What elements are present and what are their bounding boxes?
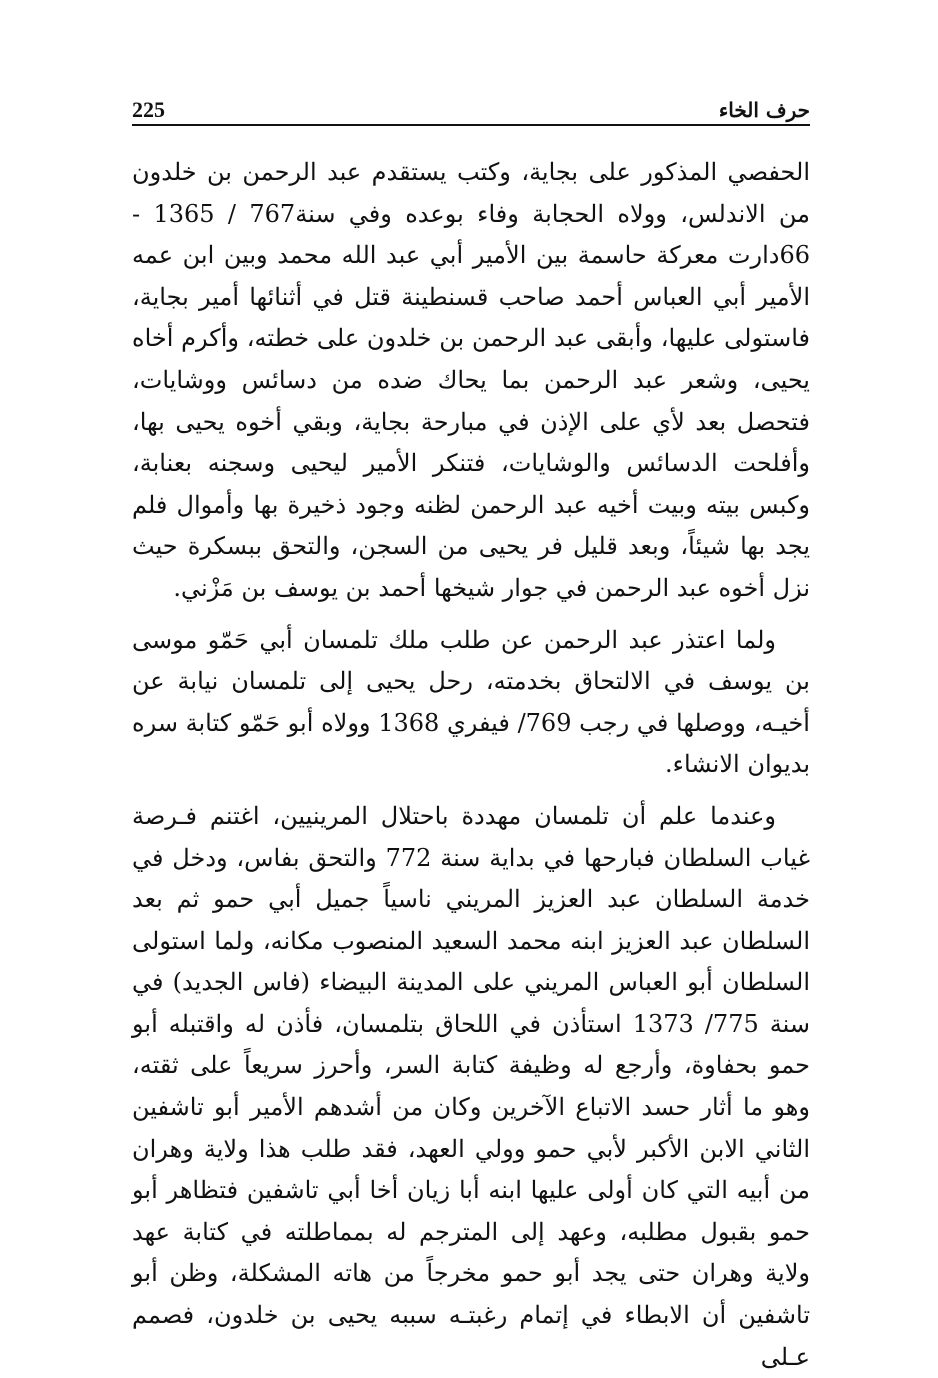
paragraph-3: وعندما علم أن تلمسان مهددة باحتلال المرينيين، اغتنم فـرصة غياب السلطان فبارحها في بداية سنة 772 والتحق بفاس، ودخل في خدمة السلطان عبد العزيز المريني ناسياً جميل أبي حمو ثم بعد السلطان عبد العزيز ابنه محمد السعيد المنصوب مكانه، ولما استولى السلطان أبو العباس المريني على المدينة البيضاء (فاس الجديد) في سنة 775/ 1373 استأذن في اللحاق بتلمسان، فأذن له واقتبله أبو حمو بحفاوة، وأرجع له وظيفة كتابة السر، وأحرز سريعاً على ثقته، وهو ما أثار حسد الاتباع الآخرين وكان من أشدهم الأمير أبو تاشفين الثاني الابن الأكبر لأبي حمو وولي العهد، فقد طلب هذا ولاية وهران من أبيه التي كان أولى عليها ابنه أبا زيان أخا أبي تاشفين فتظاهر أبو حمو بقبول مطلبه، وعهد إلى المترجم له بمماطلته في كتابة عهد ولاية وهران حتى يجد أبو حمو مخرجاً من هاته المشكلة، وظن أبو تاشفين أن الابطاء في إتمام رغبتـه سببه يحيى بن خلدون، فصمم عـلى [132, 801, 810, 1371]
section-title: حرف الخاء [718, 98, 810, 122]
paragraph-1: الحفصي المذكور على بجاية، وكتب يستقدم عبد الرحمن بن خلدون من الاندلس، وولاه الحجابة وفاء بوعده وفي سنة767 / 1365 - 66دارت معركة حاسمة بين الأمير أبي عبد الله محمد وبين ابن عمه الأمير أبي العباس أحمد صاحب قسنطينة قتل في أثنائها أمير بجاية، فاستولى عليها، وأبقى عبد الرحمن بن خلدون على خطته، وأكرم أخاه يحيى، وشعر عبد الرحمن بما يحاك ضده من دسائس ووشايات، فتحصل بعد لأي على الإذن في مبارحة بجاية، وبقي أخوه يحيى بها، وأفلحت الدسائس والوشايات، فتنكر الأمير ليحيى وسجنه بعنابة، وكبس بيته وبيت أخيه عبد الرحمن لظنه وجود ذخيرة بها وأموال فلم يجد بها شيئاً، وبعد قليل فر يحيى من السجن، والتحق ببسكرة حيث نزل أخوه عبد الرحمن في جوار شيخها أحمد بن يوسف بن مَزْني. [132, 158, 810, 602]
running-header [132, 84, 810, 124]
header-rule [132, 124, 810, 126]
body-text [132, 152, 810, 1378]
page-number: 225 [132, 97, 165, 122]
paragraph-2: ولما اعتذر عبد الرحمن عن طلب ملك تلمسان أبي حَمّو موسى بن يوسف في الالتحاق بخدمته، رحل يحيى إلى تلمسان نيابة عن أخيـه، ووصلها في رجب 769/ فيفري 1368 وولاه أبو حَمّو كتابة سره بديوان الانشاء. [132, 625, 810, 779]
